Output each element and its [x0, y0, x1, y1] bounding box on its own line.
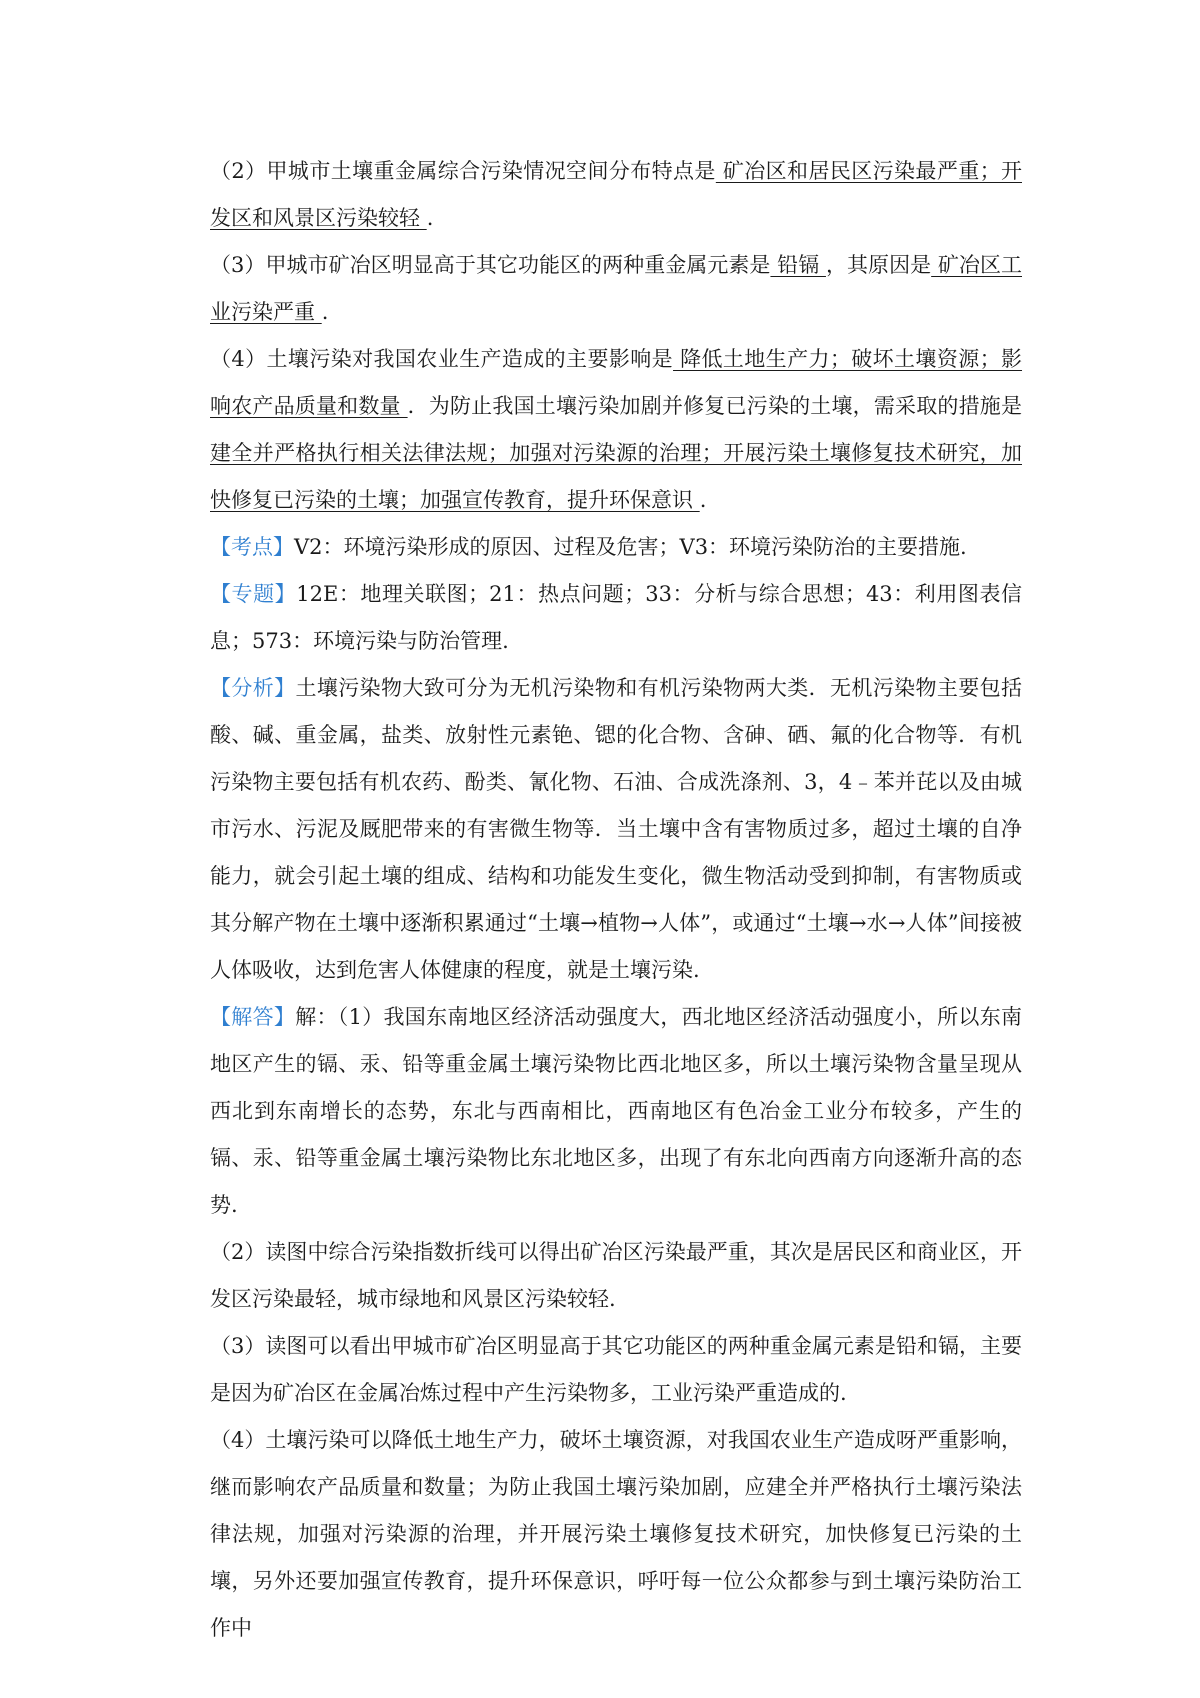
- fenxi-tag: 【分析】: [210, 676, 296, 700]
- kaodian-tag: 【考点】: [210, 535, 294, 559]
- question-2: [210, 148, 1022, 242]
- zhuanti-text: 12E：地理关联图；21：热点问题；33：分析与综合思想；43：利用图表信息；573：环境污染与防治管理.: [210, 582, 1023, 653]
- kaodian-text: V2：环境污染形成的原因、过程及危害；V3：环境污染防治的主要措施.: [294, 535, 967, 559]
- zhuanti-tag: 【专题】: [210, 582, 297, 606]
- q3-answer-1: 铅镉: [770, 253, 826, 277]
- kaodian-section: [210, 524, 1022, 571]
- q3-prefix: （3）甲城市矿冶区明显高于其它功能区的两种重金属元素是: [210, 253, 771, 277]
- question-3: [210, 242, 1022, 336]
- q2-suffix: .: [426, 206, 434, 230]
- q2-prefix: （2）甲城市土壤重金属综合污染情况空间分布特点是: [210, 159, 716, 183]
- q2-answer: 矿冶区和居民区污染最严重；开发区和风景区污染较轻: [210, 159, 1022, 230]
- jieda-tag: 【解答】: [210, 1005, 296, 1029]
- jieda-section: [210, 994, 1022, 1229]
- jieda-paragraph-3: （3）读图可以看出甲城市矿冶区明显高于其它功能区的两种重金属元素是铅和镉，主要是因为矿冶区在金属冶炼过程中产生污染物多，工业污染严重造成的.: [210, 1334, 1022, 1405]
- fenxi-text: 土壤污染物大致可分为无机污染物和有机污染物两大类．无机污染物主要包括酸、碱、重金属，盐类、放射性元素铯、锶的化合物、含砷、硒、氟的化合物等．有机污染物主要包括有机农药、酚类、氰化物、石油、合成洗涤剂、3，4﹣苯并芘以及由城市污水、污泥及厩肥带来的有害微生物等．当土壤中含有害物质过多，超过土壤的自净能力，就会引起土壤的组成、结构和功能发生变化，微生物活动受到抑制，有害物质或其分解产物在土壤中逐渐积累通过“土壤→植物→人体”，或通过“土壤→水→人体”间接被人体吸收，达到危害人体健康的程度，就是土壤污染.: [210, 676, 1022, 982]
- question-4: [210, 336, 1022, 524]
- jieda-paragraph-4: （4）土壤污染可以降低土地生产力，破坏土壤资源，对我国农业生产造成呀严重影响，继而影响农产品质量和数量；为防止我国土壤污染加剧，应建全并严格执行土壤污染法律法规，加强对污染源的治理，并开展污染土壤修复技术研究，加快修复已污染的土壤，另外还要加强宣传教育，提升环保意识，呼吁每一位公众都参与到土壤污染防治工作中: [210, 1428, 1022, 1640]
- q4-suffix: .: [699, 488, 707, 512]
- q3-answer-2: 矿冶区工业污染严重: [210, 253, 1022, 324]
- q3-suffix: .: [321, 300, 329, 324]
- zhuanti-section: [210, 571, 1022, 665]
- document-page: [210, 148, 1022, 1652]
- q4-answer-1: 降低土地生产力；破坏土壤资源；影响农产品质量和数量: [210, 347, 1023, 418]
- q3-middle: ，其原因是: [825, 253, 932, 277]
- jieda-paragraph-2: （2）读图中综合污染指数折线可以得出矿冶区污染最严重，其次是居民区和商业区，开发区污染最轻，城市绿地和风景区污染较轻.: [210, 1240, 1022, 1311]
- fenxi-section: [210, 665, 1022, 994]
- q4-prefix: （4）土壤污染对我国农业生产造成的主要影响是: [210, 347, 674, 371]
- jieda-paragraph-1: 解：（1）我国东南地区经济活动强度大，西北地区经济活动强度小，所以东南地区产生的镉、汞、铅等重金属土壤污染物比西北地区多，所以土壤污染物含量呈现从西北到东南增长的态势，东北与西南相比，西南地区有色冶金工业分布较多，产生的镉、汞、铅等重金属土壤污染物比东北地区多，出现了有东北向西南方向逐渐升高的态势.: [210, 1005, 1023, 1217]
- q4-middle: ．为防止我国土壤污染加剧并修复已污染的土壤，需采取的措施是: [407, 394, 1022, 418]
- q4-answer-2: 建全并严格执行相关法律法规；加强对污染源的治理；开展污染土壤修复技术研究，加快修复已污染的土壤；加强宣传教育，提升环保意识: [210, 441, 1022, 512]
